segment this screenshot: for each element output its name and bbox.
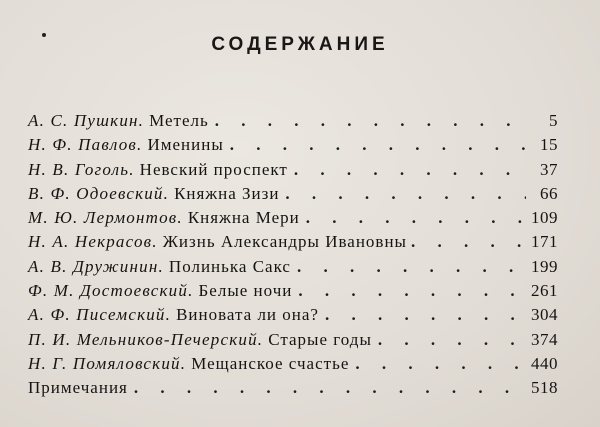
toc-entry — [28, 330, 558, 354]
dot-leader — [411, 232, 527, 252]
dot-leader — [230, 135, 526, 155]
toc-entry — [28, 135, 558, 159]
entry-author: Н. А. Некрасов. — [28, 232, 158, 252]
dot-leader — [294, 160, 526, 180]
entry-page-number: 37 — [540, 159, 558, 179]
entry-author: М. Ю. Лермонтов. — [28, 208, 183, 228]
toc-entry-text — [28, 257, 291, 277]
entry-page-number: 15 — [540, 135, 558, 155]
dot-leader — [297, 257, 525, 277]
entry-author: А. Ф. Писемский. — [28, 305, 172, 325]
entry-title: Княжна Зизи — [174, 183, 280, 203]
entry-page-number: 66 — [540, 183, 558, 203]
dot-leader — [285, 184, 526, 204]
notes-label: Примечания — [28, 378, 128, 398]
entry-author: П. И. Мельников-Печерский. — [28, 329, 264, 349]
toc-entry — [28, 208, 558, 232]
entry-title: Белые ночи — [198, 281, 293, 301]
entry-page-number: 261 — [531, 281, 558, 301]
entry-page-number: 109 — [531, 208, 558, 228]
dot-leader — [378, 330, 525, 350]
dot-leader — [298, 281, 525, 301]
entry-title: Виновата ли она? — [176, 305, 319, 325]
entry-author: Н. Ф. Павлов. — [28, 135, 143, 155]
dot-leader — [215, 111, 526, 131]
dot-leader — [355, 354, 525, 374]
entry-page-number: 199 — [531, 256, 558, 276]
toc-entry-text — [28, 232, 407, 252]
toc-entry-text — [28, 305, 319, 325]
toc-entry — [28, 232, 558, 256]
entry-page-number: 304 — [531, 305, 558, 325]
toc-entry-text — [28, 208, 300, 228]
notes-page-number: 518 — [531, 378, 558, 398]
dot-leader — [325, 305, 525, 325]
entry-title: Невский проспект — [139, 159, 288, 179]
toc-entry-text — [28, 354, 349, 374]
entry-author: Н. Г. Помяловский. — [28, 353, 187, 373]
entry-title: Мещанское счастье — [191, 353, 350, 373]
table-of-contents — [28, 111, 558, 403]
entry-page-number: 5 — [549, 111, 558, 130]
toc-entry-text — [28, 160, 288, 180]
entry-title: Княжна Мери — [187, 208, 300, 228]
entry-author: Н. В. Гоголь. — [28, 159, 135, 179]
toc-entry — [28, 257, 558, 281]
entry-title: Метель — [149, 111, 209, 130]
toc-entry — [28, 305, 558, 329]
toc-entry-text — [28, 281, 292, 301]
dot-leader — [306, 208, 525, 228]
toc-entry — [28, 184, 558, 208]
entry-title: Жизнь Александры Ивановны — [162, 232, 407, 252]
toc-entry-text — [28, 330, 372, 350]
entry-author: В. Ф. Одоевский. — [28, 183, 170, 203]
toc-entry-notes — [28, 378, 558, 402]
entry-author: А. В. Дружинин. — [28, 256, 164, 276]
page-title: СОДЕРЖАНИЕ — [211, 34, 389, 55]
toc-entry — [28, 111, 558, 135]
dot-leader — [134, 378, 525, 398]
entry-author: А. С. Пушкин. — [28, 111, 145, 130]
entry-title: Полинька Сакс — [168, 256, 291, 276]
toc-entry — [28, 354, 558, 378]
toc-entry — [28, 160, 558, 184]
entry-title: Именины — [147, 135, 224, 155]
toc-entry — [28, 281, 558, 305]
entry-title: Старые годы — [268, 329, 372, 349]
entry-page-number: 374 — [531, 329, 558, 349]
entry-author: Ф. М. Достоевский. — [28, 281, 194, 301]
entry-page-number: 440 — [531, 353, 558, 373]
entry-page-number: 171 — [531, 232, 558, 252]
toc-entry-text — [28, 135, 224, 155]
toc-entry-text — [28, 184, 279, 204]
toc-entry-text — [28, 111, 209, 131]
